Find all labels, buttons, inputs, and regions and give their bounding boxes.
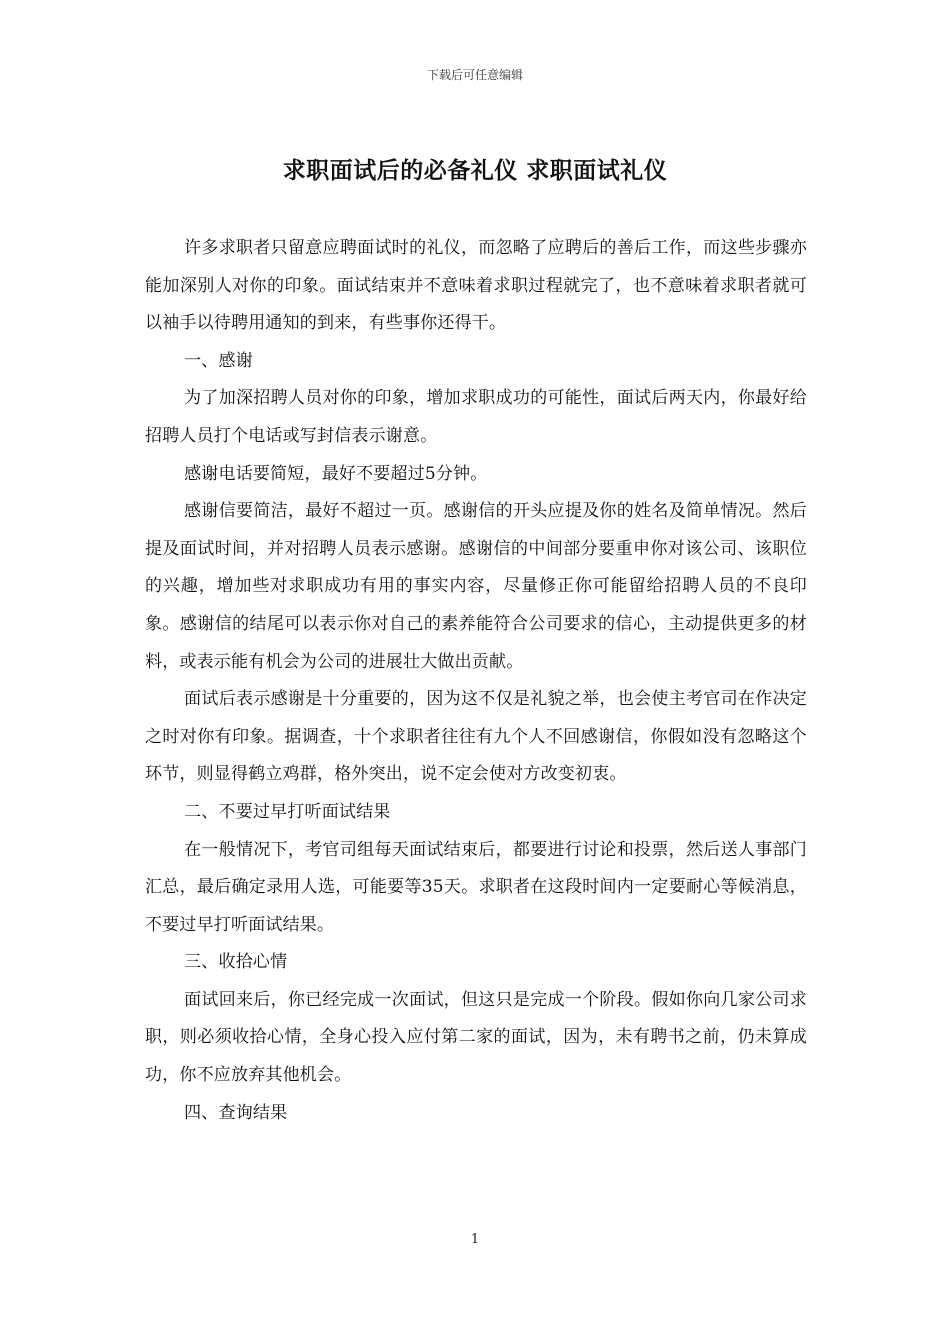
page-number: 1 xyxy=(470,1232,480,1247)
section-heading-thanks: 一、感谢 xyxy=(184,350,253,371)
paragraph: 面试后表示感谢是十分重要的，因为这不仅是礼貌之举，也会使主考官司在作决定之时对你有印象。据调查，十个求职者往往有九个人不回感谢信，你假如没有忽略这个环节，则显得鹤立鸡群，格外突出，说不定会使对方改变初衷。 xyxy=(145,689,807,785)
section-heading-mood: 三、收拾心情 xyxy=(184,952,288,973)
paragraph: 感谢信要简洁，最好不超过一页。感谢信的开头应提及你的姓名及简单情况。然后提及面试时间，并对招聘人员表示感谢。感谢信的中间部分要重申你对该公司、该职位的兴趣，增加些对求职成功有用的事实内容，尽量修正你可能留给招聘人员的不良印象。感谢信的结尾可以表示你对自己的素养能符合公司要求的信心，主动提供更多的材料，或表示能有机会为公司的进展壮大做出贡献。 xyxy=(145,501,807,672)
paragraph: 在一般情况下，考官司组每天面试结束后，都要进行讨论和投票，然后送人事部门汇总，最后确定录用人选，可能要等35天。求职者在这段时间内一定要耐心等候消息，不要过早打听面试结果。 xyxy=(145,839,807,935)
page-title: 求职面试后的必备礼仪 求职面试礼仪 xyxy=(282,158,668,184)
paragraph: 为了加深招聘人员对你的印象，增加求职成功的可能性，面试后两天内，你最好给招聘人员打个电话或写封信表示谢意。 xyxy=(145,388,807,446)
document-body xyxy=(145,230,807,1132)
paragraph: 面试回来后，你已经完成一次面试，但这只是完成一个阶段。假如你向几家公司求职，则必须收拾心情，全身心投入应付第二家的面试，因为，未有聘书之前，仍未算成功，你不应放弃其他机会。 xyxy=(145,989,807,1086)
section-heading-query-results: 四、查询结果 xyxy=(184,1102,288,1123)
paragraph-intro: 许多求职者只留意应聘面试时的礼仪，而忽略了应聘后的善后工作，而这些步骤亦能加深别人对你的印象。面试结束并不意味着求职过程就完了，也不意味着求职者就可以袖手以待聘用通知的到来，有些事你还得干。 xyxy=(145,238,807,334)
header-note: 下载后可任意编辑 xyxy=(426,68,523,82)
section-heading-results-wait: 二、不要过早打听面试结果 xyxy=(184,801,391,822)
paragraph: 感谢电话要简短，最好不要超过5分钟。 xyxy=(184,463,488,484)
